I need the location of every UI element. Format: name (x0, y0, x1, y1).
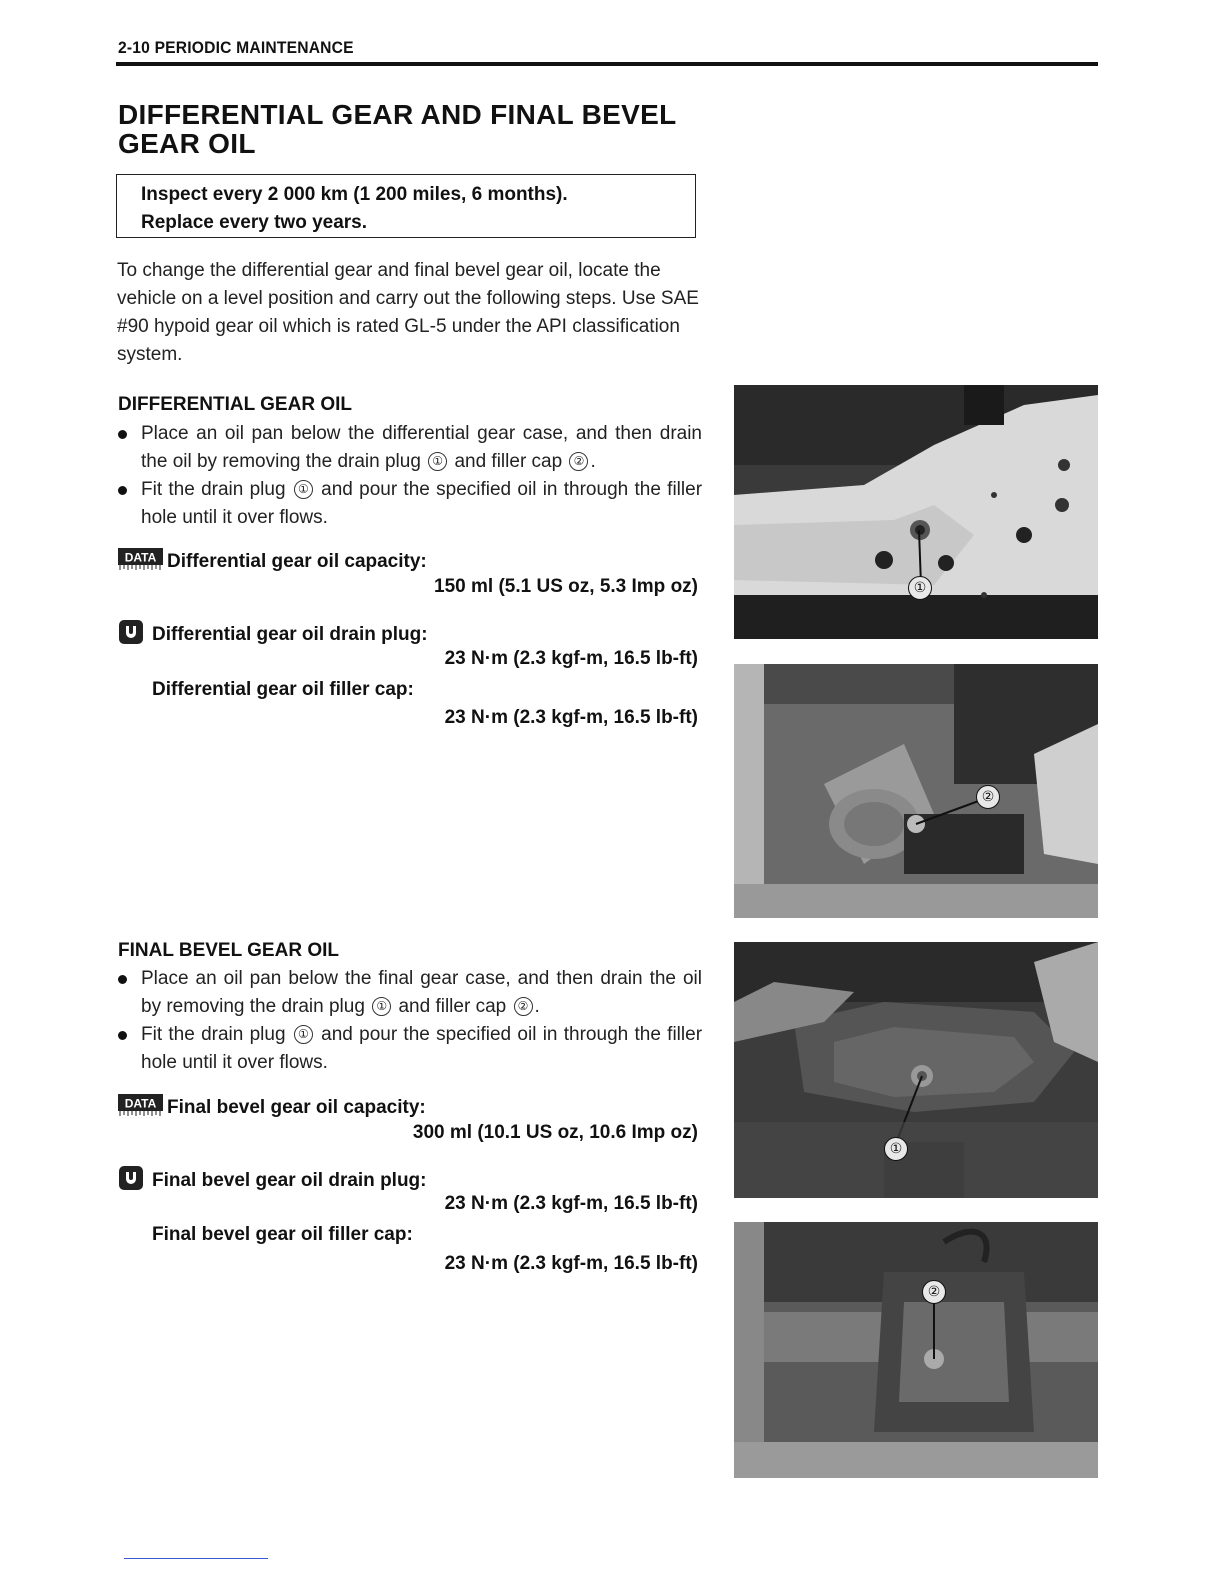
bullet-icon (118, 430, 127, 439)
header-rule (116, 62, 1098, 66)
final-bevel-filler-cap-photo (734, 1222, 1098, 1478)
list-item: Place an oil pan below the differential gear case, and then drain the oil by removing the drain plug ① and filler cap ② . (118, 420, 702, 476)
torque-wrench-icon (118, 619, 144, 645)
list-item: Fit the drain plug ① and pour the specified oil in through the filler hole until it over flows. (118, 476, 702, 532)
callout-1-icon: ① (372, 997, 391, 1016)
differential-heading: DIFFERENTIAL GEAR OIL (118, 394, 352, 415)
title-line-2: GEAR OIL (118, 128, 256, 159)
final-bevel-drain-plug-photo (734, 942, 1098, 1198)
final-bevel-capacity-value: 300 ml (10.1 US oz, 10.6 Imp oz) (412, 1122, 698, 1143)
intro-paragraph: To change the differential gear and final bevel gear oil, locate the vehicle on a level position and carry out the following steps. Use SAE #90 hypoid gear oil which is rated GL-5 under the API classification system. (117, 260, 699, 365)
differential-drain-value: 23 N·m (2.3 kgf-m, 16.5 lb-ft) (444, 648, 698, 669)
differential-capacity-label: DATA Differential gear oil capacity: (118, 548, 427, 573)
differential-filler-cap-photo (734, 664, 1098, 918)
callout-1-icon: ① (884, 1137, 908, 1161)
callout-1-icon: ① (908, 576, 932, 600)
title-line-1: DIFFERENTIAL GEAR AND FINAL BEVEL (118, 99, 677, 130)
data-icon (118, 1094, 163, 1116)
list-item: Place an oil pan below the final gear case, and then drain the oil by removing the drain plug ① and filler cap ② . (118, 965, 702, 1021)
inspect-line-2: Replace every two years. (141, 212, 368, 233)
final-bevel-filler-value: 23 N·m (2.3 kgf-m, 16.5 lb-ft) (444, 1253, 698, 1274)
differential-steps (118, 420, 702, 532)
differential-filler-value: 23 N·m (2.3 kgf-m, 16.5 lb-ft) (444, 707, 698, 728)
torque-wrench-icon (118, 1165, 144, 1191)
differential-capacity-value: 150 ml (5.1 US oz, 5.3 Imp oz) (434, 576, 698, 597)
bullet-icon (118, 486, 127, 495)
callout-2-icon: ② (976, 785, 1000, 809)
differential-drain-plug-photo (734, 385, 1098, 639)
final-bevel-capacity-label: DATA Final bevel gear oil capacity: (118, 1094, 426, 1119)
callout-2-icon: ② (514, 997, 533, 1016)
footer-link-underline (124, 1558, 268, 1559)
bullet-icon (118, 1031, 127, 1040)
callout-1-icon: ① (294, 1025, 313, 1044)
final-bevel-steps (118, 965, 702, 1077)
differential-drain-label: Differential gear oil drain plug: (118, 619, 428, 646)
differential-filler-label: Differential gear oil filler cap: (152, 679, 414, 700)
callout-2-icon: ② (922, 1280, 946, 1304)
data-icon (118, 548, 163, 570)
list-item: Fit the drain plug ① and pour the specified oil in through the filler hole until it over flows. (118, 1021, 702, 1077)
final-bevel-drain-value: 23 N·m (2.3 kgf-m, 16.5 lb-ft) (444, 1193, 698, 1214)
page-title (118, 100, 738, 158)
callout-1-icon: ① (294, 480, 313, 499)
callout-2-icon: ② (569, 452, 588, 471)
svg-text:DATA: DATA (124, 550, 157, 565)
final-bevel-drain-label: Final bevel gear oil drain plug: (118, 1165, 427, 1192)
final-bevel-heading: FINAL BEVEL GEAR OIL (118, 940, 339, 961)
bullet-icon (118, 975, 127, 984)
inspect-line-1: Inspect every 2 000 km (1 200 miles, 6 months). (141, 184, 568, 205)
svg-text:DATA: DATA (124, 1096, 157, 1111)
final-bevel-filler-label: Final bevel gear oil filler cap: (152, 1224, 413, 1245)
page-header: 2-10 PERIODIC MAINTENANCE (118, 38, 354, 57)
callout-1-icon: ① (428, 452, 447, 471)
inspection-interval-box (116, 174, 696, 238)
